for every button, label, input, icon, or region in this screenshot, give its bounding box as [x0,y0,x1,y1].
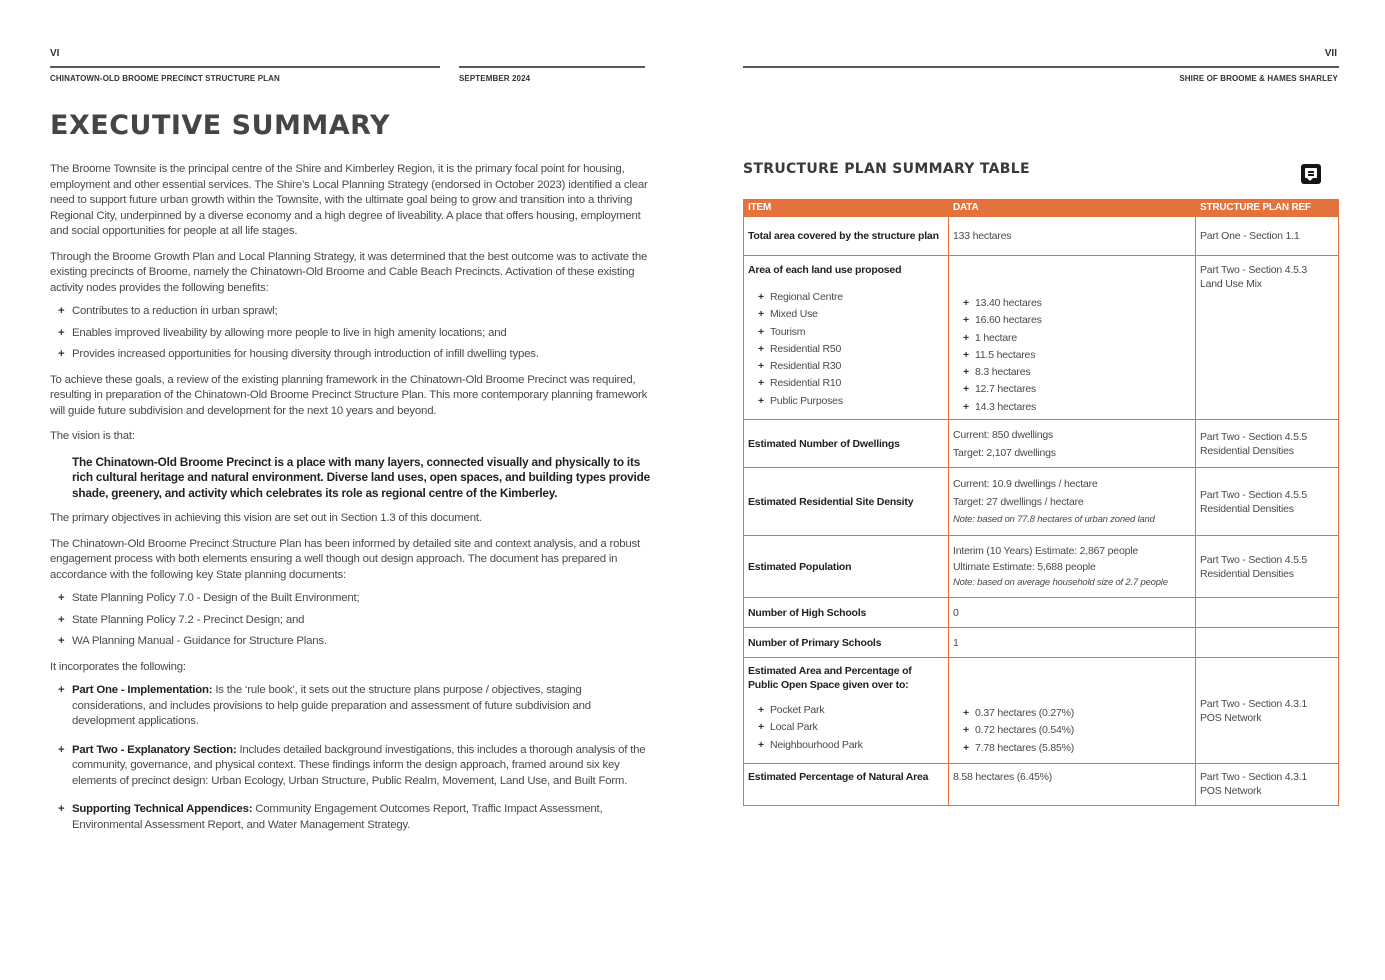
data-cell: 133 hectares [949,217,1196,256]
data-cell [949,256,1196,420]
list-item: + Public Purposes [748,393,944,410]
list-item: + 11.5 hectares [953,347,1191,364]
table-row [744,628,1339,658]
list-item: + Local Park [748,719,944,736]
ref-line: Part Two - Section 4.5.3 [1200,264,1308,276]
list-item: + 13.40 hectares [953,295,1191,312]
data-cell [949,536,1196,598]
document-title-header: CHINATOWN-OLD BROOME PRECINCT STRUCTURE PLAN [50,74,280,83]
ref-line: POS Network [1200,711,1262,724]
list-item [50,743,650,790]
table-row [744,536,1339,598]
ref-cell [1196,536,1339,598]
ref-cell [1196,598,1339,628]
item-cell [744,256,949,420]
list-item: + 8.3 hectares [953,364,1191,381]
ref-cell [1196,256,1339,420]
table-row [744,468,1339,536]
table-row [744,420,1339,468]
ref-line: Residential Densities [1200,567,1294,580]
ref-cell: Part One - Section 1.1 [1196,217,1339,256]
table-row [744,256,1339,420]
column-header-ref: STRUCTURE PLAN REF [1196,200,1339,217]
ref-line: Part Two - Section 4.5.5 [1200,553,1308,566]
data-line: Current: 850 dwellings [953,428,1054,441]
table-row [744,658,1339,764]
list-item: + 16.60 hectares [953,312,1191,329]
section-text: Community Engagement Outcomes Report, Traffic Impact Assessment, Environmental Assessment Report, and Water Management Strategy. [72,803,603,831]
ref-line: POS Network [1200,785,1262,798]
data-cell [949,420,1196,468]
ref-cell [1196,468,1339,536]
ref-line: Part Two - Section 4.5.5 [1200,430,1308,443]
column-header-item: ITEM [744,200,949,217]
table-row [744,217,1339,256]
comment-icon-line [1308,171,1314,173]
list-item: + Contributes to a reduction in urban sprawl; [50,304,650,320]
ref-line: Residential Densities [1200,444,1294,457]
header-rule-middle [459,66,645,68]
item-cell: Estimated Population [744,536,949,598]
list-item: + State Planning Policy 7.0 - Design of the Built Environment; [50,591,650,607]
list-item: + 0.72 hectares (0.54%) [953,722,1191,739]
data-line: Target: 2,107 dwellings [953,446,1056,459]
item-cell [744,764,949,806]
data-line: Ultimate Estimate: 5,688 people [953,560,1096,573]
list-item: + 0.37 hectares (0.27%) [953,705,1191,722]
item-cell [744,658,949,764]
date-header: SEPTEMBER 2024 [459,74,531,83]
ref-line: Part Two - Section 4.3.1 [1200,697,1308,710]
list-item: + Mixed Use [748,306,944,323]
page-number-right: VII [1324,48,1337,59]
page-title: EXECUTIVE SUMMARY [50,110,391,141]
item-label: Estimated Area and Percentage of Public Open Space given over to: [748,665,912,692]
table-row [744,598,1339,628]
list-item: + Enables improved liveability by allowing more people to live in high amenity locations; and [50,326,650,342]
comment-icon-line [1308,174,1314,176]
state-documents-list [50,591,650,650]
data-cell [949,764,1196,806]
structure-plan-summary-table [743,199,1339,806]
ref-line: Part Two - Section 4.3.1 [1200,771,1308,784]
growth-plan-paragraph: Through the Broome Growth Plan and Local Planning Strategy, it was determined that the best outcome was to activate the existing precincts of Broome, namely the Chinatown-Old Broome and Cable Beach Precincts. Activation of these existing activity nodes provides the following benefits: [50,250,648,294]
item-cell: Number of Primary Schools [744,628,949,658]
data-cell: 0 [949,598,1196,628]
list-item [50,802,650,833]
column-header-data: DATA [949,200,1196,217]
pos-type-list [748,702,944,754]
benefits-list [50,304,650,363]
table-header-row [744,200,1339,217]
list-item: + Neighbourhood Park [748,737,944,754]
list-item: + WA Planning Manual - Guidance for Structure Plans. [50,634,650,650]
land-use-list [748,289,944,410]
vision-statement: The Chinatown-Old Broome Precinct is a place with many layers, connected visually and physically to its rich cultural heritage and natural environment. Diverse land uses, open spaces, and building types provide shade, greenery, and activity which celebrates its role as regional centre of the Kimberley. [72,454,650,500]
list-item: + Regional Centre [748,289,944,306]
data-line: 8.58 hectares (6.45%) [953,771,1053,784]
section-label: Part One - Implementation: [72,684,213,696]
ref-cell [1196,764,1339,806]
ref-line: Part Two - Section 4.5.5 [1200,488,1308,501]
page-number-left: VI [50,48,60,59]
item-cell: Estimated Residential Site Density [744,468,949,536]
list-item: + 12.7 hectares [953,381,1191,398]
list-item: + Residential R30 [748,358,944,375]
ref-cell [1196,658,1339,764]
item-cell: Total area covered by the structure plan [744,217,949,256]
item-cell: Number of High Schools [744,598,949,628]
list-item: + Provides increased opportunities for housing diversity through introduction of infill dwelling types. [50,347,650,363]
list-item: + Residential R50 [748,341,944,358]
list-item: + Tourism [748,324,944,341]
incorporates-paragraph: It incorporates the following: [50,660,186,673]
data-line: Interim (10 Years) Estimate: 2,867 people [953,544,1138,557]
data-cell [949,468,1196,536]
data-line: Target: 27 dwellings / hectare [953,495,1084,508]
header-rule-left [50,66,440,68]
framework-paragraph: To achieve these goals, a review of the existing planning framework in the Chinatown-Old Broome Precinct was required, resulting in preparation of the Chinatown-Old Broome Precinct Structure Plan. This more contemporary planning framework will guide future subdivision and development for the next 10 years and beyond. [50,373,648,417]
data-note: Note: based on 77.8 hectares of urban zoned land [953,513,1155,525]
ref-cell [1196,420,1339,468]
ref-line: Residential Densities [1200,502,1294,515]
sections-list [50,683,650,833]
intro-paragraph: The Broome Townsite is the principal centre of the Shire and Kimberley Region, it is the primary focal point for housing, employment and other essential services. The Shire’s Local Planning Strategy (endorsed in October 2023) identified a clear need to support future urban growth within the Townsite, with the ultimate goal being to grow and transition into a thriving Regional City, underpinned by a diverse economy and a high degree of liveability. A place that offers housing, employment and social opportunities for people at all life stages. [50,163,648,237]
list-item: + Residential R10 [748,375,944,392]
ref-line: Land Use Mix [1200,278,1262,290]
data-note: Note: based on average household size of 2.7 people [953,576,1168,588]
author-header: SHIRE OF BROOME & HAMES SHARLEY [1179,74,1338,83]
list-item: + 1 hectare [953,330,1191,347]
section-text: Includes detailed background investigations, this includes a thorough analysis of the community, governance, and physical context. These findings inform the design approach, framed around six key elements of precinct design: Urban Ecology, Urban Structure, Public Realm, Movement, Land Use, and Built Form. [72,743,646,787]
comment-icon[interactable] [1301,164,1321,184]
section-label: Supporting Technical Appendices: [72,803,253,815]
vision-intro: The vision is that: [50,430,135,442]
list-item: + Pocket Park [748,702,944,719]
executive-summary-body [50,162,650,846]
table-row [744,764,1339,806]
item-label: Estimated Percentage of Natural Area [748,771,929,784]
pos-area-list [953,705,1191,757]
list-item: + 14.3 hectares [953,399,1191,416]
item-label: Area of each land use proposed [748,264,902,276]
objectives-paragraph: The primary objectives in achieving this vision are set out in Section 1.3 of this document. [50,512,482,524]
list-item [50,683,650,730]
data-line: Current: 10.9 dwellings / hectare [953,477,1098,490]
list-item: + 7.78 hectares (5.85%) [953,740,1191,757]
ref-cell [1196,628,1339,658]
item-cell: Estimated Number of Dwellings [744,420,949,468]
header-rule-right [743,66,1339,68]
context-paragraph: The Chinatown-Old Broome Precinct Structure Plan has been informed by detailed site and context analysis, and a robust engagement process with both elements ensuring a well though out design approach. The document has prepared in accordance with the following key State planning documents: [50,537,640,581]
table-title: STRUCTURE PLAN SUMMARY TABLE [743,161,1030,177]
section-text: Is the ‘rule book’, it sets out the structure plans purpose / objectives, staging considerations, and includes provisions to help guide preparation and assessment of future subdivision and development applications. [72,684,591,727]
data-cell [949,658,1196,764]
data-cell: 1 [949,628,1196,658]
land-use-area-list [953,295,1191,416]
list-item: + State Planning Policy 7.2 - Precinct Design; and [50,613,650,629]
section-label: Part Two - Explanatory Section: [72,743,237,756]
